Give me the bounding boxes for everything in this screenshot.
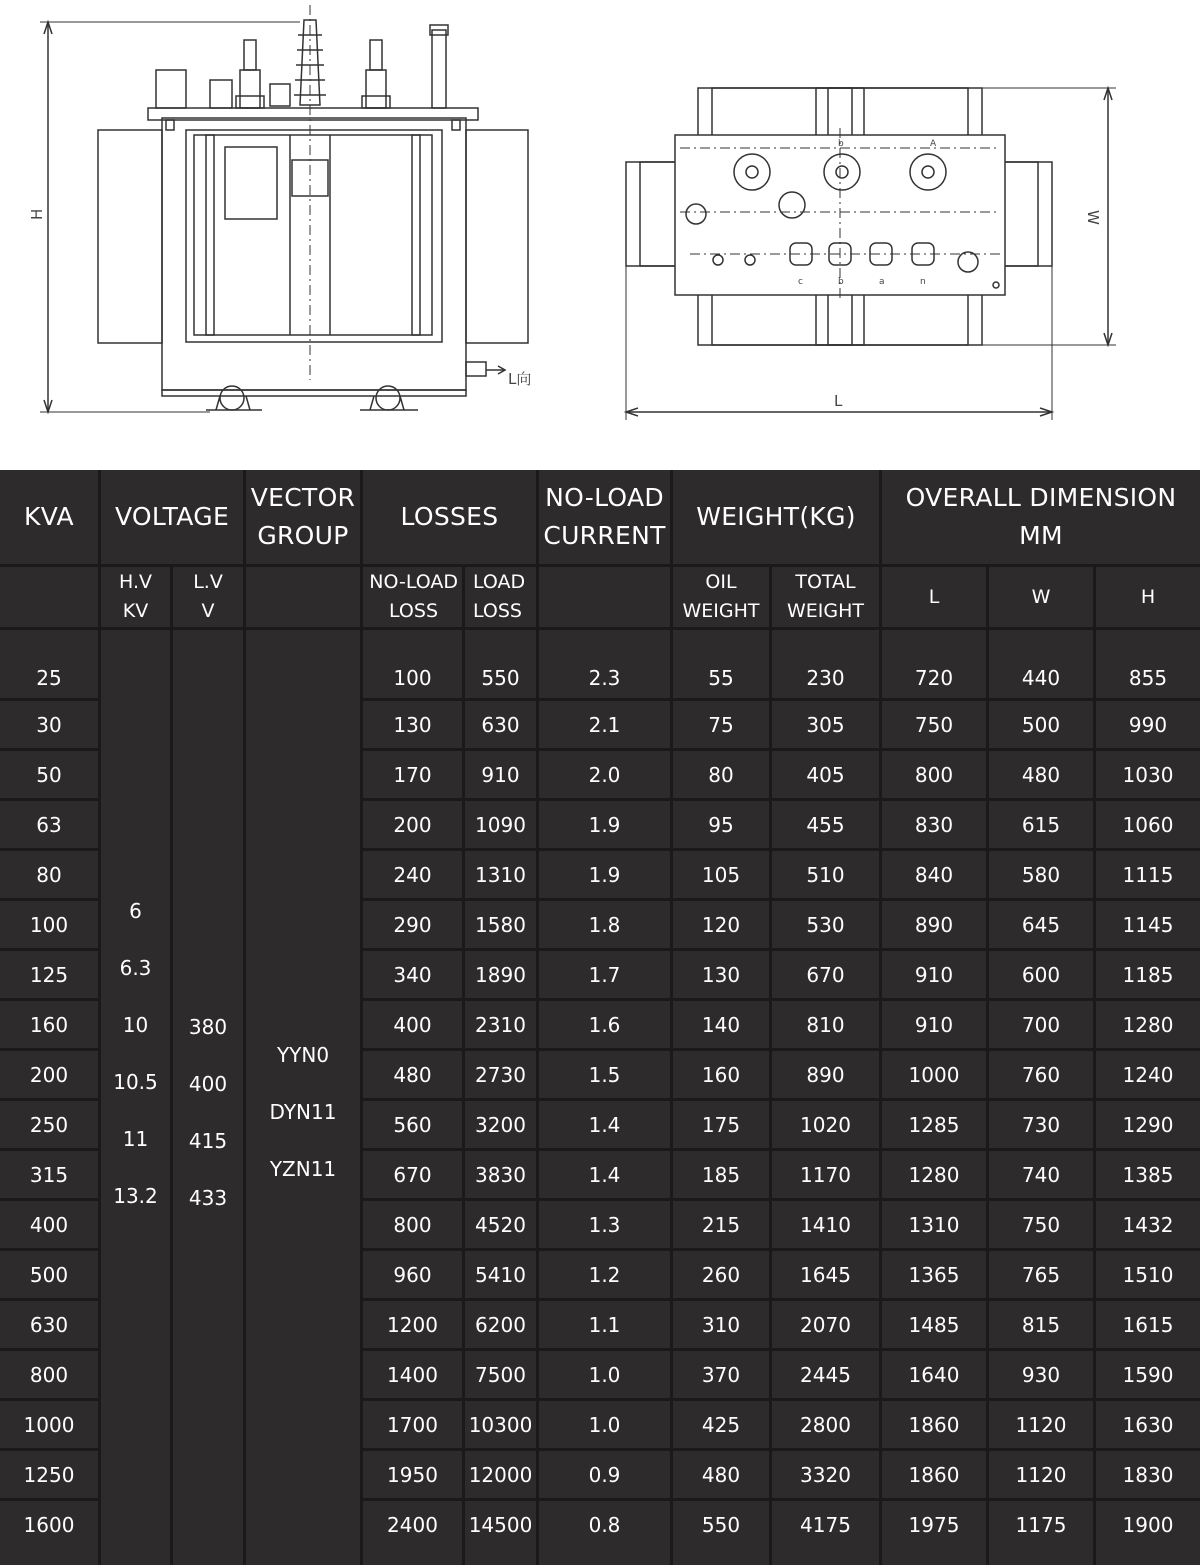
cell-load-loss: 12000	[465, 1451, 536, 1498]
cell-load-loss: 550	[465, 630, 536, 698]
bushing-label-b: b	[838, 139, 844, 149]
vector-group-value: YZN11	[269, 1157, 337, 1181]
subheader-load-loss	[465, 567, 536, 627]
view-direction-label: L向	[508, 370, 532, 388]
cell-no-load-loss: 480	[363, 1051, 462, 1098]
cell-no-load-loss: 2400	[363, 1501, 462, 1565]
cell-width: 750	[989, 1201, 1093, 1248]
cell-load-loss: 7500	[465, 1351, 536, 1398]
cell-oil-weight: 260	[673, 1251, 769, 1298]
cell-length: 890	[882, 901, 986, 948]
cell-no-load-loss: 340	[363, 951, 462, 998]
cell-oil-weight: 215	[673, 1201, 769, 1248]
cell-load-loss: 630	[465, 701, 536, 748]
cell-height: 1290	[1096, 1101, 1200, 1148]
cell-width: 645	[989, 901, 1093, 948]
cell-length: 840	[882, 851, 986, 898]
height-dim-label: H	[28, 208, 46, 220]
cell-no-load-loss: 1200	[363, 1301, 462, 1348]
header-overall-dimension-line2: MM	[1019, 521, 1063, 550]
header-kva: KVA	[0, 470, 98, 564]
header-no-load-current-line2: CURRENT	[543, 521, 666, 550]
cell-kva: 30	[0, 701, 98, 748]
cell-height: 1185	[1096, 951, 1200, 998]
cell-width: 760	[989, 1051, 1093, 1098]
cell-width: 730	[989, 1101, 1093, 1148]
cell-length: 1285	[882, 1101, 986, 1148]
cell-width: 1175	[989, 1501, 1093, 1565]
subheader-lv-line2: V	[201, 600, 215, 622]
cell-total-weight: 2445	[772, 1351, 879, 1398]
cell-width: 700	[989, 1001, 1093, 1048]
cell-kva: 100	[0, 901, 98, 948]
cell-length: 720	[882, 630, 986, 698]
header-no-load-current-line1: NO-LOAD	[545, 483, 664, 512]
width-dim-label: W	[1084, 210, 1102, 225]
subheader-hv-line1: H.V	[119, 571, 152, 593]
lv-value: 380	[188, 1014, 228, 1039]
cell-height: 1590	[1096, 1351, 1200, 1398]
cell-length: 1000	[882, 1051, 986, 1098]
header-overall-dimension-line1: OVERALL DIMENSION	[905, 483, 1177, 512]
hv-value: 10	[122, 1012, 149, 1037]
cell-kva: 315	[0, 1151, 98, 1198]
cell-total-weight: 305	[772, 701, 879, 748]
cell-total-weight: 670	[772, 951, 879, 998]
vector-group-value: YYN0	[276, 1043, 330, 1067]
cell-oil-weight: 55	[673, 630, 769, 698]
cell-total-weight: 530	[772, 901, 879, 948]
cell-oil-weight: 175	[673, 1101, 769, 1148]
subheader-w: W	[989, 567, 1093, 627]
cell-length: 1485	[882, 1301, 986, 1348]
cell-no-load-current: 0.8	[539, 1501, 670, 1565]
header-vector-group-line2: GROUP	[257, 521, 349, 550]
cell-kva: 1000	[0, 1401, 98, 1448]
cell-width: 440	[989, 630, 1093, 698]
cell-oil-weight: 480	[673, 1451, 769, 1498]
cell-width: 740	[989, 1151, 1093, 1198]
subheader-l: L	[882, 567, 986, 627]
cell-width: 615	[989, 801, 1093, 848]
cell-kva: 160	[0, 1001, 98, 1048]
bushing-label-a: A	[930, 139, 937, 149]
cell-length: 1975	[882, 1501, 986, 1565]
cell-oil-weight: 105	[673, 851, 769, 898]
cell-length: 1640	[882, 1351, 986, 1398]
cell-height: 1630	[1096, 1401, 1200, 1448]
cell-width: 1120	[989, 1401, 1093, 1448]
cell-kva: 50	[0, 751, 98, 798]
cell-total-weight: 810	[772, 1001, 879, 1048]
cell-width: 480	[989, 751, 1093, 798]
cell-total-weight: 3320	[772, 1451, 879, 1498]
cell-no-load-current: 2.0	[539, 751, 670, 798]
hv-value: 6.3	[119, 955, 152, 980]
cell-oil-weight: 160	[673, 1051, 769, 1098]
subheader-load-loss-line1: LOAD	[473, 571, 526, 593]
cell-oil-weight: 130	[673, 951, 769, 998]
cell-kva: 1250	[0, 1451, 98, 1498]
cell-no-load-current: 1.9	[539, 851, 670, 898]
hv-values-column	[101, 630, 170, 1565]
cell-no-load-current: 1.6	[539, 1001, 670, 1048]
cell-width: 600	[989, 951, 1093, 998]
cell-height: 1385	[1096, 1151, 1200, 1198]
subheader-total-weight-line2: WEIGHT	[786, 600, 864, 622]
subheader-total-weight-line1: TOTAL	[795, 571, 856, 593]
subheader-no-load-loss-line2: LOSS	[389, 600, 438, 622]
cell-oil-weight: 185	[673, 1151, 769, 1198]
lv-value: 415	[188, 1128, 228, 1153]
cell-no-load-loss: 960	[363, 1251, 462, 1298]
header-weight: WEIGHT(KG)	[673, 470, 879, 564]
cell-width: 500	[989, 701, 1093, 748]
cell-load-loss: 1310	[465, 851, 536, 898]
cell-kva: 630	[0, 1301, 98, 1348]
cell-no-load-current: 1.0	[539, 1401, 670, 1448]
cell-height: 1900	[1096, 1501, 1200, 1565]
header-vector-group-line1: VECTOR	[250, 483, 356, 512]
cell-length: 1860	[882, 1401, 986, 1448]
cell-height: 1280	[1096, 1001, 1200, 1048]
cell-no-load-loss: 400	[363, 1001, 462, 1048]
cell-no-load-loss: 1950	[363, 1451, 462, 1498]
lv-values-column	[173, 630, 243, 1565]
hv-value: 13.2	[113, 1183, 158, 1208]
cell-oil-weight: 140	[673, 1001, 769, 1048]
vector-group-value: DYN11	[269, 1100, 337, 1124]
cell-length: 830	[882, 801, 986, 848]
cell-load-loss: 3830	[465, 1151, 536, 1198]
header-voltage: VOLTAGE	[101, 470, 243, 564]
cell-load-loss: 3200	[465, 1101, 536, 1148]
hv-value: 11	[122, 1126, 149, 1151]
cell-oil-weight: 310	[673, 1301, 769, 1348]
cell-no-load-current: 1.3	[539, 1201, 670, 1248]
cell-height: 1145	[1096, 901, 1200, 948]
cell-load-loss: 10300	[465, 1401, 536, 1448]
subheader-oil-weight-line2: WEIGHT	[682, 600, 760, 622]
cell-no-load-current: 1.4	[539, 1101, 670, 1148]
cell-no-load-loss: 170	[363, 751, 462, 798]
hv-value: 10.5	[113, 1069, 158, 1094]
subheader-hv	[101, 567, 170, 627]
cell-no-load-loss: 290	[363, 901, 462, 948]
cell-no-load-loss: 1400	[363, 1351, 462, 1398]
cell-no-load-current: 1.5	[539, 1051, 670, 1098]
cell-height: 1115	[1096, 851, 1200, 898]
cell-load-loss: 6200	[465, 1301, 536, 1348]
cell-total-weight: 1020	[772, 1101, 879, 1148]
terminal-label-a: a	[879, 277, 885, 287]
cell-oil-weight: 95	[673, 801, 769, 848]
cell-no-load-current: 2.1	[539, 701, 670, 748]
cell-height: 1030	[1096, 751, 1200, 798]
terminal-label-n: n	[920, 277, 926, 287]
cell-kva: 800	[0, 1351, 98, 1398]
cell-no-load-loss: 1700	[363, 1401, 462, 1448]
cell-length: 910	[882, 951, 986, 998]
cell-total-weight: 510	[772, 851, 879, 898]
cell-height: 1240	[1096, 1051, 1200, 1098]
cell-length: 1860	[882, 1451, 986, 1498]
cell-length: 910	[882, 1001, 986, 1048]
subheader-kva-blank	[0, 567, 98, 627]
cell-total-weight: 1410	[772, 1201, 879, 1248]
subheader-no-load-loss-line1: NO-LOAD	[369, 571, 458, 593]
cell-no-load-current: 1.7	[539, 951, 670, 998]
cell-width: 580	[989, 851, 1093, 898]
cell-no-load-current: 1.0	[539, 1351, 670, 1398]
subheader-oil-weight	[673, 567, 769, 627]
cell-no-load-loss: 130	[363, 701, 462, 748]
terminal-label-b: b	[838, 277, 844, 287]
length-dim-label: L	[834, 392, 843, 410]
cell-oil-weight: 550	[673, 1501, 769, 1565]
cell-total-weight: 4175	[772, 1501, 879, 1565]
cell-kva: 1600	[0, 1501, 98, 1565]
top-view-drawing	[626, 88, 1116, 420]
cell-total-weight: 2800	[772, 1401, 879, 1448]
specification-table	[0, 470, 1200, 1565]
subheader-lv	[173, 567, 243, 627]
cell-no-load-current: 0.9	[539, 1451, 670, 1498]
cell-total-weight: 455	[772, 801, 879, 848]
cell-no-load-current: 1.9	[539, 801, 670, 848]
cell-height: 990	[1096, 701, 1200, 748]
front-view-drawing	[40, 5, 528, 412]
cell-no-load-loss: 100	[363, 630, 462, 698]
header-losses: LOSSES	[363, 470, 536, 564]
cell-oil-weight: 425	[673, 1401, 769, 1448]
cell-height: 1060	[1096, 801, 1200, 848]
subheader-h: H	[1096, 567, 1200, 627]
cell-load-loss: 1890	[465, 951, 536, 998]
vector-group-column	[246, 630, 360, 1565]
cell-length: 1310	[882, 1201, 986, 1248]
header-overall-dimension	[882, 470, 1200, 564]
cell-height: 1432	[1096, 1201, 1200, 1248]
cell-oil-weight: 120	[673, 901, 769, 948]
cell-total-weight: 405	[772, 751, 879, 798]
cell-no-load-current: 1.2	[539, 1251, 670, 1298]
cell-no-load-current: 1.8	[539, 901, 670, 948]
subheader-current-blank	[539, 567, 670, 627]
cell-width: 1120	[989, 1451, 1093, 1498]
cell-oil-weight: 80	[673, 751, 769, 798]
cell-width: 930	[989, 1351, 1093, 1398]
cell-kva: 125	[0, 951, 98, 998]
cell-kva: 500	[0, 1251, 98, 1298]
cell-no-load-loss: 670	[363, 1151, 462, 1198]
cell-load-loss: 2730	[465, 1051, 536, 1098]
cell-no-load-current: 1.1	[539, 1301, 670, 1348]
subheader-lv-line1: L.V	[193, 571, 223, 593]
lv-value: 400	[188, 1071, 228, 1096]
cell-height: 855	[1096, 630, 1200, 698]
cell-length: 800	[882, 751, 986, 798]
cell-total-weight: 230	[772, 630, 879, 698]
subheader-oil-weight-line1: OIL	[705, 571, 737, 593]
subheader-load-loss-line2: LOSS	[473, 600, 522, 622]
cell-total-weight: 1170	[772, 1151, 879, 1198]
technical-drawings	[0, 0, 1200, 462]
cell-height: 1615	[1096, 1301, 1200, 1348]
cell-oil-weight: 75	[673, 701, 769, 748]
cell-length: 1280	[882, 1151, 986, 1198]
cell-oil-weight: 370	[673, 1351, 769, 1398]
cell-kva: 400	[0, 1201, 98, 1248]
cell-length: 1365	[882, 1251, 986, 1298]
cell-total-weight: 1645	[772, 1251, 879, 1298]
cell-no-load-loss: 200	[363, 801, 462, 848]
cell-no-load-current: 2.3	[539, 630, 670, 698]
cell-width: 815	[989, 1301, 1093, 1348]
cell-no-load-current: 1.4	[539, 1151, 670, 1198]
cell-load-loss: 1580	[465, 901, 536, 948]
cell-no-load-loss: 240	[363, 851, 462, 898]
terminal-label-c: c	[798, 277, 803, 287]
cell-kva: 200	[0, 1051, 98, 1098]
cell-no-load-loss: 800	[363, 1201, 462, 1248]
drawing-canvas	[0, 0, 1200, 462]
cell-kva: 63	[0, 801, 98, 848]
cell-height: 1830	[1096, 1451, 1200, 1498]
cell-kva: 25	[0, 630, 98, 698]
cell-length: 750	[882, 701, 986, 748]
cell-load-loss: 5410	[465, 1251, 536, 1298]
cell-kva: 80	[0, 851, 98, 898]
lv-value: 433	[188, 1185, 228, 1210]
cell-kva: 250	[0, 1101, 98, 1148]
cell-height: 1510	[1096, 1251, 1200, 1298]
subheader-vector-blank	[246, 567, 360, 627]
cell-load-loss: 1090	[465, 801, 536, 848]
cell-load-loss: 4520	[465, 1201, 536, 1248]
subheader-no-load-loss	[363, 567, 462, 627]
cell-load-loss: 910	[465, 751, 536, 798]
cell-load-loss: 2310	[465, 1001, 536, 1048]
header-no-load-current	[539, 470, 670, 564]
header-vector-group	[246, 470, 360, 564]
cell-width: 765	[989, 1251, 1093, 1298]
subheader-total-weight	[772, 567, 879, 627]
hv-value: 6	[129, 898, 142, 923]
subheader-hv-line2: KV	[122, 600, 149, 622]
cell-no-load-loss: 560	[363, 1101, 462, 1148]
cell-total-weight: 890	[772, 1051, 879, 1098]
cell-total-weight: 2070	[772, 1301, 879, 1348]
cell-load-loss: 14500	[465, 1501, 536, 1565]
